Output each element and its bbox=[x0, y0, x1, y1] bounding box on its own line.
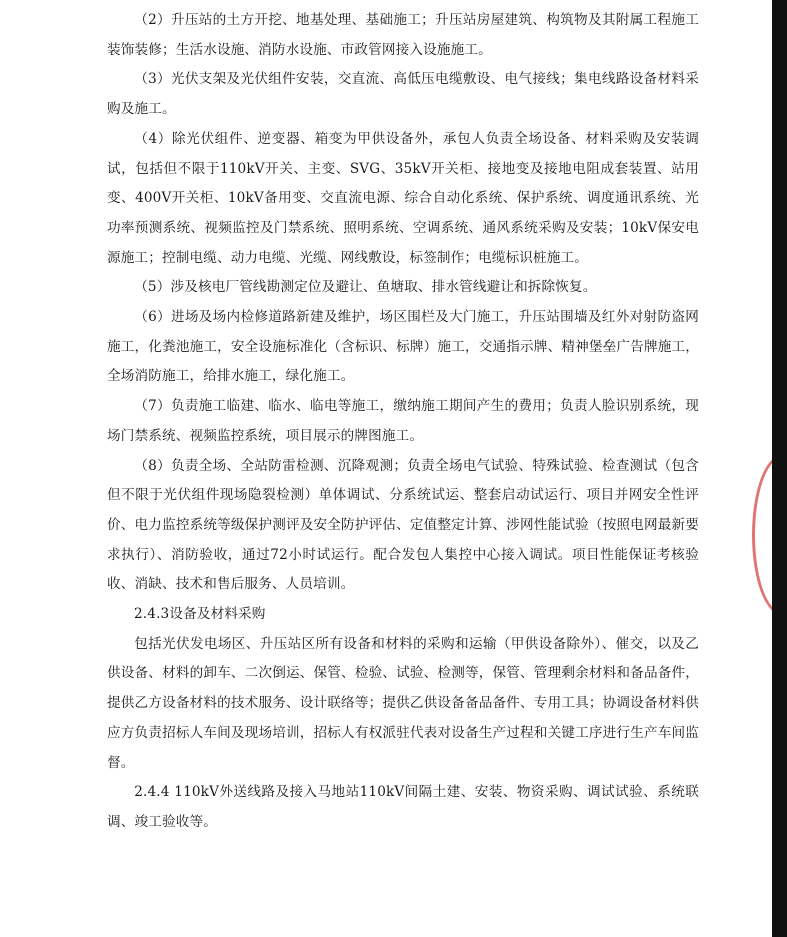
paragraph-item-5: （5）涉及核电厂管线勘测定位及避让、鱼塘取、排水管线避让和拆除恢复。 bbox=[134, 279, 597, 296]
section-2-4-3-body: 包括光伏发电场区、升压站区所有设备和材料的采购和运输（甲供设备除外）、催交，以及乙供设备、材料的卸车、二次倒运、保管、检验、试验、检测等，保管、管理剩余材料和备品备件，提供乙方设备材料的技术服务、设计联络等；提供乙供设备备品备件、专用工具；协调设备材料供应方负责招标人车间及现场培训，招标人有权派驻代表对设备生产过程和关键工序进行生产车间监督。 bbox=[107, 635, 699, 771]
paragraph-item-6: （6）进场及场内检修道路新建及维护，场区围栏及大门施工，升压站围墙及红外对射防盗网施工，化粪池施工，安全设施标准化（含标识、标牌）施工，交通指示牌、精神堡垒广告牌施工，全场消防施工，给排水施工，绿化施工。 bbox=[107, 309, 699, 385]
paragraph-item-8: （8）负责全场、全站防雷检测、沉降观测；负责全场电气试验、特殊试验、检查测试（包含但不限于光伏组件现场隐裂检测）单体调试、分系统试运、整套启动试运行、项目并网安全性评价、电力监控系统等级保护测评及安全防护评估、定值整定计算、涉网性能试验（按照电网最新要求执行）、消防验收，通过72小时试运行。配合发包人集控中心接入调试。项目性能保证考核验收、消缺、技术和售后服务、人员培训。 bbox=[107, 457, 699, 593]
paragraph-item-4: （4）除光伏组件、逆变器、箱变为甲供设备外，承包人负责全场设备、材料采购及安装调试，包括但不限于110kV开关、主变、SVG、35kV开关柜、接地变及接地电阻成套装置、站用变、400V开关柜、10kV备用变、交直流电源、综合自动化系统、保护系统、调度通讯系统、光功率预测系统、视频监控及门禁系统、照明系统、空调系统、通风系统采购及安装；10kV保安电源施工；控制电缆、动力电缆、光缆、网线敷设，标签制作；电缆标识桩施工。 bbox=[107, 130, 699, 266]
document-body bbox=[107, 6, 699, 838]
section-2-4-4: 2.4.4 110kV外送线路及接入马地站110kV间隔土建、安装、物资采购、调试试验、系统联调、竣工验收等。 bbox=[107, 784, 699, 830]
page-right-edge bbox=[772, 0, 787, 937]
paragraph-item-3: （3）光伏支架及光伏组件安装，交直流、高低压电缆敷设、电气接线；集电线路设备材料采购及施工。 bbox=[107, 71, 699, 118]
section-heading-2-4-3: 2.4.3设备及材料采购 bbox=[134, 606, 266, 623]
paragraph-item-7: （7）负责施工临建、临水、临电等施工，缴纳施工期间产生的费用；负责人脸识别系统，现场门禁系统、视频监控系统，项目展示的牌图施工。 bbox=[107, 398, 699, 444]
paragraph-item-2: （2）升压站的土方开挖、地基处理、基础施工；升压站房屋建筑、构筑物及其附属工程施工装饰装修；生活水设施、消防水设施、市政管网接入设施施工。 bbox=[107, 12, 699, 58]
